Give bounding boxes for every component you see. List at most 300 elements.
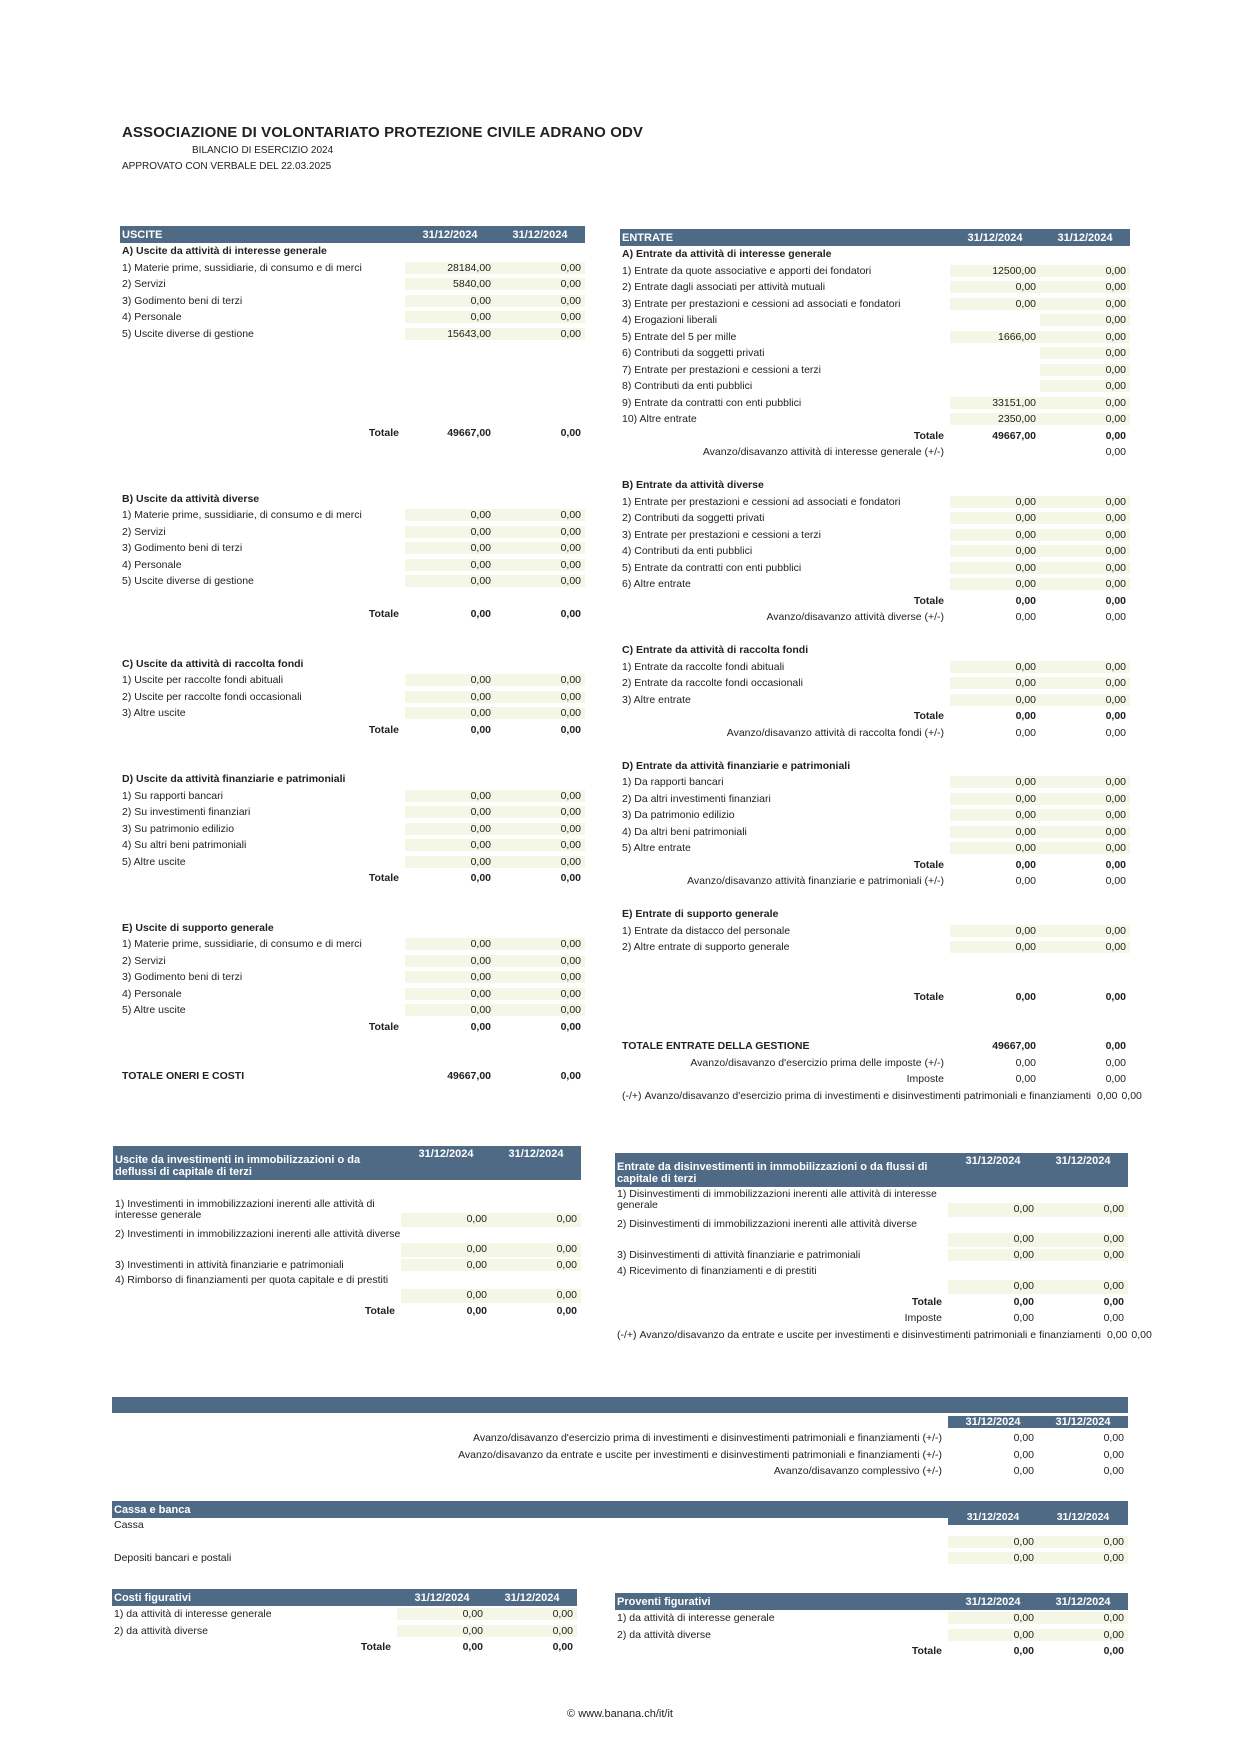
row-label: 5) Uscite diverse di gestione	[122, 327, 254, 340]
value-current: 49667,00	[447, 426, 491, 439]
value-previous: 0,00	[1040, 793, 1130, 805]
value-current: 15643,00	[405, 328, 495, 340]
spacer	[120, 342, 585, 359]
value-current: 0,00	[948, 1203, 1038, 1217]
table-row	[120, 276, 585, 293]
spacer	[120, 458, 585, 475]
date-column-header: 31/12/2024	[965, 1155, 1021, 1167]
table-row	[615, 1610, 1128, 1627]
value-previous: 0,00	[560, 872, 581, 885]
value-previous: 0,00	[495, 856, 585, 868]
row-label: Avanzo/disavanzo da entrate e uscite per investimenti e disinvestimenti patrimoniali e finanziamenti (+/-)	[458, 1448, 942, 1461]
row-label: 4) Su altri beni patrimoniali	[122, 839, 247, 852]
value-previous: 0,00	[495, 575, 585, 587]
value-current: 0,00	[405, 856, 495, 868]
summary-row	[112, 1447, 1128, 1464]
value-previous: 0,00	[1038, 1629, 1128, 1641]
value-current: 0,00	[1106, 1328, 1128, 1341]
spacer	[620, 1022, 1130, 1039]
table-row	[620, 659, 1130, 676]
value-current: 5840,00	[405, 278, 495, 290]
table-row	[620, 395, 1130, 412]
value-previous: 0,00	[1040, 496, 1130, 508]
table-row	[620, 939, 1130, 956]
subtitle-text: C) Entrate da attività di raccolta fondi	[622, 644, 809, 657]
value-previous: 0,00	[1040, 331, 1130, 343]
table-row	[120, 540, 585, 557]
spacer	[120, 738, 585, 755]
section-subtitle	[620, 906, 1130, 923]
value-previous: 0,00	[560, 1020, 581, 1033]
section-header	[615, 1593, 1128, 1610]
row-label: 1) Su rapporti bancari	[122, 789, 223, 802]
value-current: 0,00	[401, 1213, 491, 1227]
row-label: Avanzo/disavanzo d'esercizio prima di investimenti e disinvestimenti patrimoniali e finanziamenti (+/-)	[622, 1089, 1091, 1102]
total-row	[615, 1643, 1128, 1660]
value-current: 28184,00	[405, 262, 495, 274]
value-current: 0,00	[405, 311, 495, 323]
value-current: 0,00	[470, 723, 491, 736]
value-previous: 0,00	[1040, 826, 1130, 838]
value-previous: 0,00	[495, 509, 585, 521]
value-previous: 0,00	[1040, 578, 1130, 590]
row-label: 1) da attività di interesse generale	[617, 1612, 775, 1625]
value-current: 0,00	[950, 512, 1040, 524]
value-previous: 0,00	[1038, 1249, 1128, 1261]
value-previous: 0,00	[1105, 611, 1126, 624]
table-row	[620, 362, 1130, 379]
table-row	[113, 1273, 581, 1303]
row-label: Totale	[368, 608, 399, 621]
spacer	[120, 359, 585, 376]
date-column-header: 31/12/2024	[965, 1595, 1021, 1608]
summary-row	[112, 1463, 1128, 1480]
value-current: 0,00	[950, 578, 1040, 590]
value-previous: 0,00	[556, 1305, 577, 1318]
value-current: 0,00	[1097, 1089, 1118, 1102]
row-label: Totale	[360, 1641, 391, 1654]
section-header	[120, 226, 585, 243]
value-current: 0,00	[950, 661, 1040, 673]
row-label: 2) Altre entrate di supporto generale	[622, 941, 790, 954]
total-row	[120, 606, 585, 623]
surplus-row	[620, 873, 1130, 890]
section-subtitle	[620, 477, 1130, 494]
value-current: 0,00	[1015, 990, 1036, 1003]
subtitle-text: B) Uscite da attività diverse	[122, 492, 260, 505]
table-row	[620, 263, 1130, 280]
section-subtitle	[120, 491, 585, 508]
row-label: Totale	[911, 1295, 942, 1308]
value-previous: 0,00	[495, 1004, 585, 1016]
value-previous: 0,00	[1040, 364, 1130, 376]
row-label: 3) Disinvestimenti di attività finanziarie e patrimoniali	[617, 1249, 861, 1262]
spacer	[620, 461, 1130, 478]
value-previous: 0,00	[491, 1243, 581, 1257]
value-previous: 0,00	[1040, 397, 1130, 409]
row-label: 2) Contributi da soggetti privati	[622, 512, 765, 525]
row-label: 2) Servizi	[122, 525, 166, 538]
spacer	[120, 392, 585, 409]
row-label: 3) Da patrimonio edilizio	[622, 809, 735, 822]
value-current: 0,00	[405, 707, 495, 719]
table-row	[620, 807, 1130, 824]
date-column-header: 31/12/2024	[948, 1509, 1038, 1525]
value-previous: 0,00	[1105, 858, 1126, 871]
row-label: 9) Entrate da contratti con enti pubblici	[622, 396, 802, 409]
date-column-header: 31/12/2024	[1038, 1509, 1128, 1525]
row-label: 2) Entrate dagli associati per attività mutuali	[622, 281, 826, 294]
table-row	[620, 692, 1130, 709]
table-row	[120, 854, 585, 871]
section-subtitle	[120, 771, 585, 788]
value-current: 49667,00	[992, 429, 1036, 442]
summary-date-header	[112, 1413, 1128, 1430]
row-label: Totale	[368, 723, 399, 736]
row-label: 2) Servizi	[122, 954, 166, 967]
table-row	[120, 557, 585, 574]
table-row	[120, 309, 585, 326]
table-row	[620, 411, 1130, 428]
value-current: 0,00	[405, 575, 495, 587]
row-label: 4) Da altri beni patrimoniali	[622, 825, 747, 838]
section-header	[113, 1146, 581, 1180]
row-label: Totale	[913, 990, 944, 1003]
value-previous: 0,00	[1105, 875, 1126, 888]
date-column-header: 31/12/2024	[967, 231, 1023, 244]
value-current: 0,00	[950, 529, 1040, 541]
table-row	[620, 279, 1130, 296]
value-current: 0,00	[405, 559, 495, 571]
table-row	[120, 689, 585, 706]
value-previous: 0,00	[1040, 925, 1130, 937]
value-previous: 0,00	[495, 691, 585, 703]
value-previous: 0,00	[1040, 694, 1130, 706]
table-row	[615, 1217, 1128, 1247]
table-row	[113, 1197, 581, 1227]
table-row	[120, 260, 585, 277]
row-label: 5) Entrate del 5 per mille	[622, 330, 737, 343]
table-row	[615, 1627, 1128, 1644]
table-row	[113, 1227, 581, 1257]
spacer	[120, 755, 585, 772]
table-row	[615, 1264, 1128, 1294]
value-previous: 0,00	[487, 1608, 577, 1620]
entrate-column	[620, 229, 1142, 1104]
value-previous: 0,00	[1040, 380, 1130, 392]
table-row	[620, 527, 1130, 544]
value-current: 0,00	[950, 562, 1040, 574]
value-previous: 0,00	[560, 723, 581, 736]
value-previous: 0,00	[1040, 281, 1130, 293]
row-label: 2) Servizi	[122, 278, 166, 291]
table-row	[120, 953, 585, 970]
row-label: 2) Entrate da raccolte fondi occasionali	[622, 677, 803, 690]
value-previous: 0,00	[1131, 1328, 1152, 1341]
value-current: 0,00	[405, 806, 495, 818]
row-label: 5) Altre uscite	[122, 855, 186, 868]
row-label: 1) Entrate da quote associative e apporti dei fondatori	[622, 264, 872, 277]
row-label: Totale	[368, 426, 399, 439]
subtitle-text: D) Entrate da attività finanziarie e patrimoniali	[622, 759, 851, 772]
table-row	[120, 986, 585, 1003]
date-column-header: 31/12/2024	[1038, 1416, 1128, 1428]
row-label: 1) Da rapporti bancari	[622, 776, 724, 789]
spacer	[120, 903, 585, 920]
table-row	[120, 524, 585, 541]
value-current: 0,00	[405, 542, 495, 554]
value-current: 0,00	[397, 1608, 487, 1620]
value-previous: 0,00	[1040, 529, 1130, 541]
document-title: ASSOCIAZIONE DI VOLONTARIATO PROTEZIONE CIVILE ADRANO ODV	[122, 124, 644, 141]
row-label: 3) Godimento beni di terzi	[122, 971, 243, 984]
table-row	[113, 1257, 581, 1274]
date-column-header: 31/12/2024	[414, 1591, 470, 1604]
total-row	[120, 870, 585, 887]
row-label: 4) Erogazioni liberali	[622, 314, 718, 327]
value-previous: 0,00	[495, 839, 585, 851]
table-row	[620, 378, 1130, 395]
table-row	[620, 329, 1130, 346]
value-current: 0,00	[401, 1243, 491, 1257]
value-previous: 0,00	[1040, 545, 1130, 557]
total-row	[113, 1303, 581, 1320]
row-label: Totale	[368, 872, 399, 885]
section-title: USCITE	[122, 228, 163, 241]
approval-note: APPROVATO CON VERBALE DEL 22.03.2025	[122, 161, 332, 172]
table-row	[112, 1606, 577, 1623]
value-current: 0,00	[948, 1552, 1038, 1564]
value-current: 0,00	[405, 295, 495, 307]
table-row	[620, 840, 1130, 857]
value-current: 0,00	[950, 809, 1040, 821]
row-label: 7) Entrate per prestazioni e cessioni a terzi	[622, 363, 822, 376]
value-previous: 0,00	[495, 988, 585, 1000]
row-label: 5) Altre entrate	[622, 842, 691, 855]
value-current: 0,00	[1013, 1645, 1034, 1658]
value-previous: 0,00	[1040, 512, 1130, 524]
date-column-header: 31/12/2024	[948, 1416, 1038, 1428]
date-column-header: 31/12/2024	[504, 1591, 560, 1604]
table-row	[620, 560, 1130, 577]
value-previous: 0,00	[491, 1289, 581, 1303]
value-current: 2350,00	[950, 413, 1040, 425]
section-subtitle	[620, 758, 1130, 775]
row-label: 10) Altre entrate	[622, 413, 697, 426]
value-current: 0,00	[950, 842, 1040, 854]
spacer	[620, 972, 1130, 989]
row-label: 5) Uscite diverse di gestione	[122, 575, 254, 588]
value-previous: 0,00	[560, 426, 581, 439]
value-current: 0,00	[950, 793, 1040, 805]
row-label: 3) Entrate per prestazioni e cessioni a terzi	[622, 528, 822, 541]
value-previous: 0,00	[1038, 1552, 1128, 1564]
row-label: Totale	[913, 858, 944, 871]
value-current: 0,00	[948, 1249, 1038, 1261]
table-row	[620, 296, 1130, 313]
spacer	[113, 1180, 581, 1197]
section-subtitle	[120, 656, 585, 673]
row-label: 2) Uscite per raccolte fondi occasionali	[122, 690, 302, 703]
value-previous: 0,00	[1040, 562, 1130, 574]
row-label: 3) Su patrimonio edilizio	[122, 822, 235, 835]
surplus-row	[620, 725, 1130, 742]
value-current: 0,00	[401, 1289, 491, 1303]
table-row	[620, 675, 1130, 692]
spacer	[620, 890, 1130, 907]
value-current: 0,00	[405, 674, 495, 686]
value-previous: 0,00	[495, 790, 585, 802]
costi-figurativi-section	[112, 1589, 577, 1656]
surplus-row	[615, 1327, 1152, 1344]
value-previous: 0,00	[1105, 1056, 1126, 1069]
value-previous: 0,00	[1040, 314, 1130, 326]
table-row	[120, 293, 585, 310]
row-label: 1) da attività di interesse generale	[114, 1608, 272, 1621]
value-current: 0,00	[405, 1004, 495, 1016]
value-current: 0,00	[950, 694, 1040, 706]
value-current: 0,00	[948, 1280, 1038, 1294]
value-current: 0,00	[405, 691, 495, 703]
value-previous: 0,00	[1038, 1612, 1128, 1624]
date-column-header: 31/12/2024	[1057, 231, 1113, 244]
row-label: Avanzo/disavanzo complessivo (+/-)	[773, 1465, 942, 1478]
value-previous: 0,00	[1040, 265, 1130, 277]
row-label: TOTALE ONERI E COSTI	[122, 1070, 245, 1083]
total-row	[120, 722, 585, 739]
row-label: Avanzo/disavanzo d'esercizio prima delle imposte (+/-)	[690, 1056, 944, 1069]
value-current: 0,00	[405, 955, 495, 967]
row-label: 4) Personale	[122, 558, 182, 571]
value-current: 0,00	[405, 790, 495, 802]
cassa-section	[112, 1501, 1128, 1567]
row-label: Totale	[368, 1020, 399, 1033]
value-current: 0,00	[950, 677, 1040, 689]
row-label: 2) da attività diverse	[114, 1624, 208, 1637]
cash-row	[112, 1534, 1128, 1551]
table-row	[112, 1623, 577, 1640]
spacer	[120, 441, 585, 458]
row-label: 3) Entrate per prestazioni e cessioni ad associati e fondatori	[622, 297, 901, 310]
value-previous: 0,00	[495, 559, 585, 571]
row-label: Totale	[911, 1645, 942, 1658]
table-row	[120, 837, 585, 854]
row-label: Totale	[913, 594, 944, 607]
value-current: 0,00	[950, 281, 1040, 293]
section-header	[112, 1589, 577, 1606]
subtitle-text: C) Uscite da attività di raccolta fondi	[122, 657, 304, 670]
table-row	[120, 804, 585, 821]
value-current: 0,00	[470, 608, 491, 621]
subtitle-text: E) Uscite di supporto generale	[122, 921, 274, 934]
value-previous: 0,00	[1038, 1536, 1128, 1548]
spacer	[120, 623, 585, 640]
value-current: 12500,00	[950, 265, 1040, 277]
value-current: 0,00	[1013, 1312, 1034, 1325]
row-label: 3) Altre uscite	[122, 707, 186, 720]
value-previous: 0,00	[1040, 661, 1130, 673]
row-label: 4) Personale	[122, 987, 182, 1000]
spacer	[120, 887, 585, 904]
total-row	[120, 425, 585, 442]
inv-entrate-section	[615, 1153, 1152, 1343]
value-previous: 0,00	[1103, 1312, 1124, 1325]
row-label: 1) Entrate da raccolte fondi abituali	[622, 660, 785, 673]
value-previous: 0,00	[495, 278, 585, 290]
value-previous: 0,00	[495, 707, 585, 719]
table-row	[120, 788, 585, 805]
value-previous: 0,00	[495, 542, 585, 554]
surplus-row	[620, 1088, 1142, 1105]
section-header	[620, 229, 1130, 246]
row-label: 2) Disinvestimenti di immobilizzazioni inerenti alle attività diverse	[617, 1218, 917, 1230]
section-title: Uscite da investimenti in immobilizzazioni o da deflussi di capitale di terzi	[115, 1154, 361, 1178]
table-row	[120, 507, 585, 524]
value-current: 0,00	[405, 823, 495, 835]
footer-credit: © www.banana.ch/it/it	[567, 1708, 673, 1720]
surplus-row	[620, 1071, 1130, 1088]
value-previous: 0,00	[491, 1213, 581, 1227]
tax-row	[615, 1310, 1128, 1327]
value-current: 0,00	[405, 988, 495, 1000]
table-row	[120, 573, 585, 590]
section-title: Costi figurativi	[114, 1591, 192, 1604]
row-label: 5) Entrate da contratti con enti pubblici	[622, 561, 802, 574]
subtitle-text: D) Uscite da attività finanziarie e patrimoniali	[122, 773, 346, 786]
value-previous: 0,00	[1040, 298, 1130, 310]
uscite-column	[120, 226, 585, 1085]
surplus-row	[620, 609, 1130, 626]
row-label: 3) Altre entrate	[622, 693, 691, 706]
grand-total-row	[620, 1038, 1130, 1055]
date-column-header: 31/12/2024	[1055, 1155, 1111, 1167]
proventi-figurativi-section	[615, 1593, 1128, 1660]
value-current: 0,00	[1015, 1073, 1036, 1086]
value-previous: 0,00	[1040, 776, 1130, 788]
row-label: 1) Materie prime, sussidiarie, di consumo e di merci	[122, 509, 362, 522]
row-label: 4) Contributi da enti pubblici	[622, 545, 753, 558]
row-label: Avanzo/disavanzo attività di raccolta fondi (+/-)	[726, 726, 944, 739]
surplus-row	[620, 444, 1130, 461]
value-previous: 0,00	[1105, 726, 1126, 739]
value-previous: 0,00	[1103, 1448, 1124, 1461]
row-label: Totale	[913, 429, 944, 442]
value-current: 0,00	[950, 776, 1040, 788]
row-label: Totale	[913, 710, 944, 723]
value-current: 0,00	[1015, 875, 1036, 888]
value-previous: 0,00	[495, 823, 585, 835]
table-row	[615, 1247, 1128, 1264]
value-current: 0,00	[948, 1612, 1038, 1624]
value-previous: 0,00	[552, 1641, 573, 1654]
value-current: 0,00	[1015, 726, 1036, 739]
total-row	[620, 428, 1130, 445]
row-label: Cassa	[114, 1519, 144, 1532]
spacer	[120, 1052, 585, 1069]
subtitle-text: A) Uscite da attività di interesse generale	[122, 245, 327, 258]
value-previous: 0,00	[1105, 1040, 1126, 1053]
row-label: 1) Entrate per prestazioni e cessioni ad associati e fondatori	[622, 495, 901, 508]
subtitle-text: E) Entrate di supporto generale	[622, 908, 779, 921]
row-label: Avanzo/disavanzo attività di interesse generale (+/-)	[702, 446, 944, 459]
value-current: 0,00	[950, 826, 1040, 838]
row-label: 2) Investimenti in immobilizzazioni inerenti alle attività diverse	[115, 1227, 401, 1240]
value-current: 0,00	[470, 872, 491, 885]
spacer	[620, 626, 1130, 643]
value-previous: 0,00	[495, 806, 585, 818]
table-row	[620, 791, 1130, 808]
value-previous: 0,00	[1105, 429, 1126, 442]
